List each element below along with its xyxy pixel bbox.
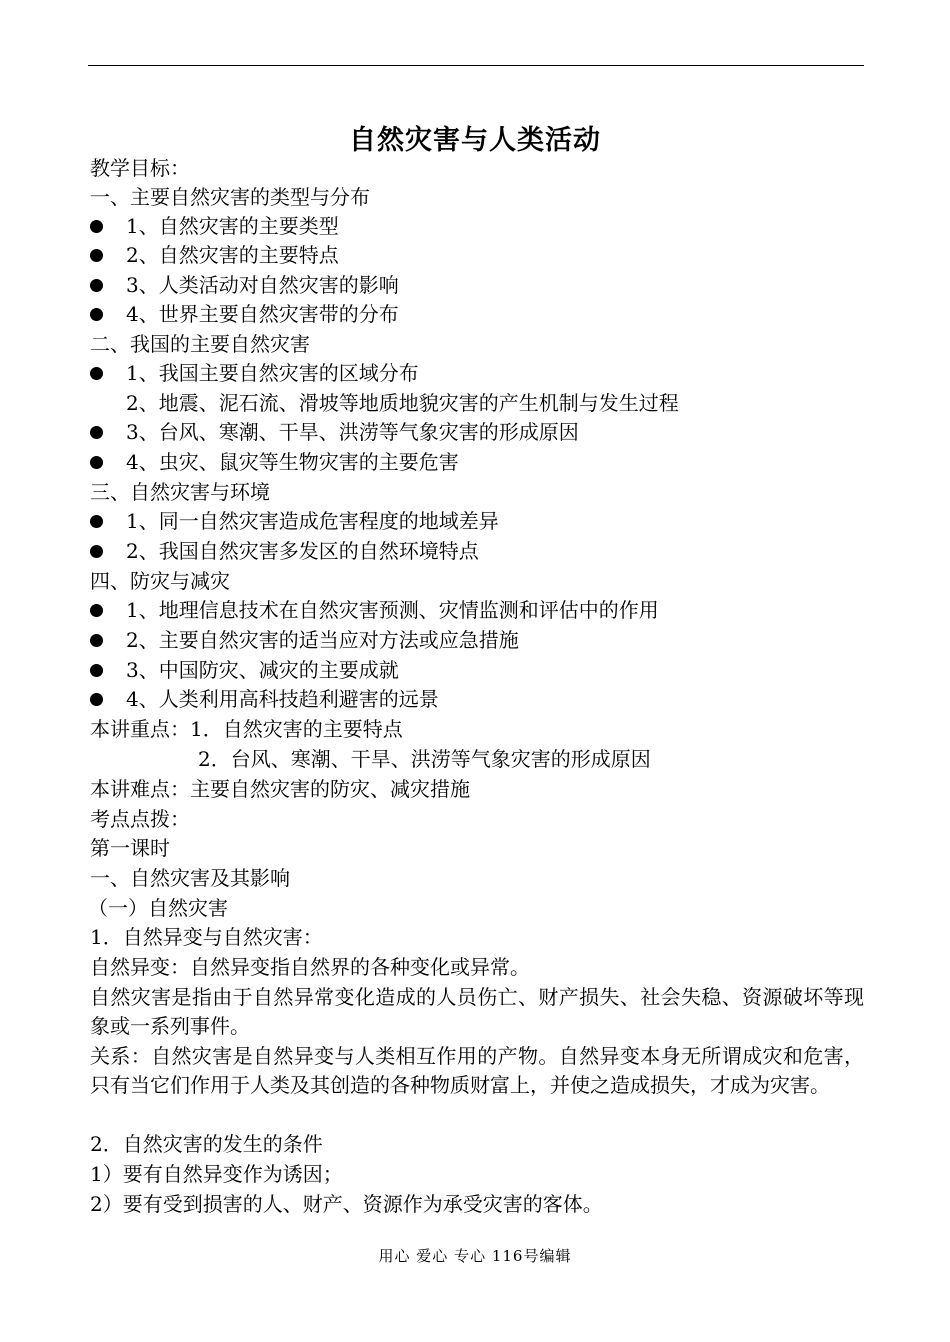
- section-heading: 一、主要自然灾害的类型与分布: [90, 185, 370, 209]
- section-heading: 二、我国的主要自然灾害: [90, 332, 310, 356]
- bullet-icon: [90, 545, 103, 558]
- condition-item: 2）要有受到损害的人、财产、资源作为承受灾害的客体。: [90, 1192, 603, 1216]
- section-heading: 三、自然灾害与环境: [90, 480, 270, 504]
- list-item: 3、台风、寒潮、干旱、洪涝等气象灾害的形成原因: [126, 420, 579, 444]
- exam-tips-line: 考点点拨：: [90, 807, 190, 831]
- list-item: 1、地理信息技术在自然灾害预测、灾情监测和评估中的作用: [126, 598, 659, 622]
- bullet-icon: [90, 634, 103, 647]
- list-item: 4、世界主要自然灾害带的分布: [126, 302, 399, 326]
- list-item: 2、地震、泥石流、滑坡等地质地貌灾害的产生机制与发生过程: [126, 391, 679, 415]
- list-item: 3、中国防灾、减灾的主要成就: [126, 658, 399, 682]
- list-item: 1、我国主要自然灾害的区域分布: [126, 361, 419, 385]
- list-item: 2、自然灾害的主要特点: [126, 243, 339, 267]
- key-points-line2: 2．台风、寒潮、干旱、洪涝等气象灾害的形成原因: [198, 747, 651, 771]
- bullet-icon: [90, 367, 103, 380]
- condition-item: 1）要有自然异变作为诱因；: [90, 1162, 343, 1186]
- relation-paragraph: 关系：自然灾害是自然异变与人类相互作用的产物。自然异变本身无所谓成灾和危害，只有当它们作用于人类及其创造的各种物质财富上，并使之造成损失，才成为灾害。: [90, 1044, 864, 1097]
- bullet-icon: [90, 456, 103, 469]
- item-heading: 2．自然灾害的发生的条件: [90, 1132, 323, 1156]
- bullet-icon: [90, 279, 103, 292]
- bullet-icon: [90, 308, 103, 321]
- item-heading: 1．自然异变与自然灾害：: [90, 925, 323, 949]
- objectives-heading: 教学目标：: [90, 156, 190, 180]
- bullet-icon: [90, 604, 103, 617]
- header-rule: [88, 65, 864, 66]
- bullet-icon: [90, 664, 103, 677]
- difficulty-line: 本讲难点：主要自然灾害的防灾、减灾措施: [90, 777, 470, 801]
- part-heading: 一、自然灾害及其影响: [90, 866, 290, 890]
- bullet-icon: [90, 220, 103, 233]
- key-points-line1: 本讲重点：1．自然灾害的主要特点: [90, 717, 403, 741]
- section-heading: 四、防灾与减灾: [90, 569, 230, 593]
- list-item: 2、我国自然灾害多发区的自然环境特点: [126, 539, 479, 563]
- page-footer: 用心 爱心 专心 116号编辑: [378, 1247, 572, 1265]
- list-item: 2、主要自然灾害的适当应对方法或应急措施: [126, 628, 519, 652]
- list-item: 3、人类活动对自然灾害的影响: [126, 273, 399, 297]
- bullet-icon: [90, 693, 103, 706]
- bullet-icon: [90, 426, 103, 439]
- list-item: 4、人类利用高科技趋利避害的远景: [126, 687, 439, 711]
- lesson-label: 第一课时: [90, 836, 170, 860]
- sub-heading: （一）自然灾害: [88, 896, 228, 920]
- page-title: 自然灾害与人类活动: [349, 125, 601, 156]
- definition-variation: 自然异变：自然异变指自然界的各种变化或异常。: [90, 955, 530, 979]
- list-item: 4、虫灾、鼠灾等生物灾害的主要危害: [126, 450, 459, 474]
- list-item: 1、同一自然灾害造成危害程度的地域差异: [126, 509, 499, 533]
- bullet-icon: [90, 515, 103, 528]
- list-item: 1、自然灾害的主要类型: [126, 214, 339, 238]
- definition-disaster: 自然灾害是指由于自然异常变化造成的人员伤亡、财产损失、社会失稳、资源破坏等现象或一系列事件。: [90, 985, 864, 1038]
- bullet-icon: [90, 249, 103, 262]
